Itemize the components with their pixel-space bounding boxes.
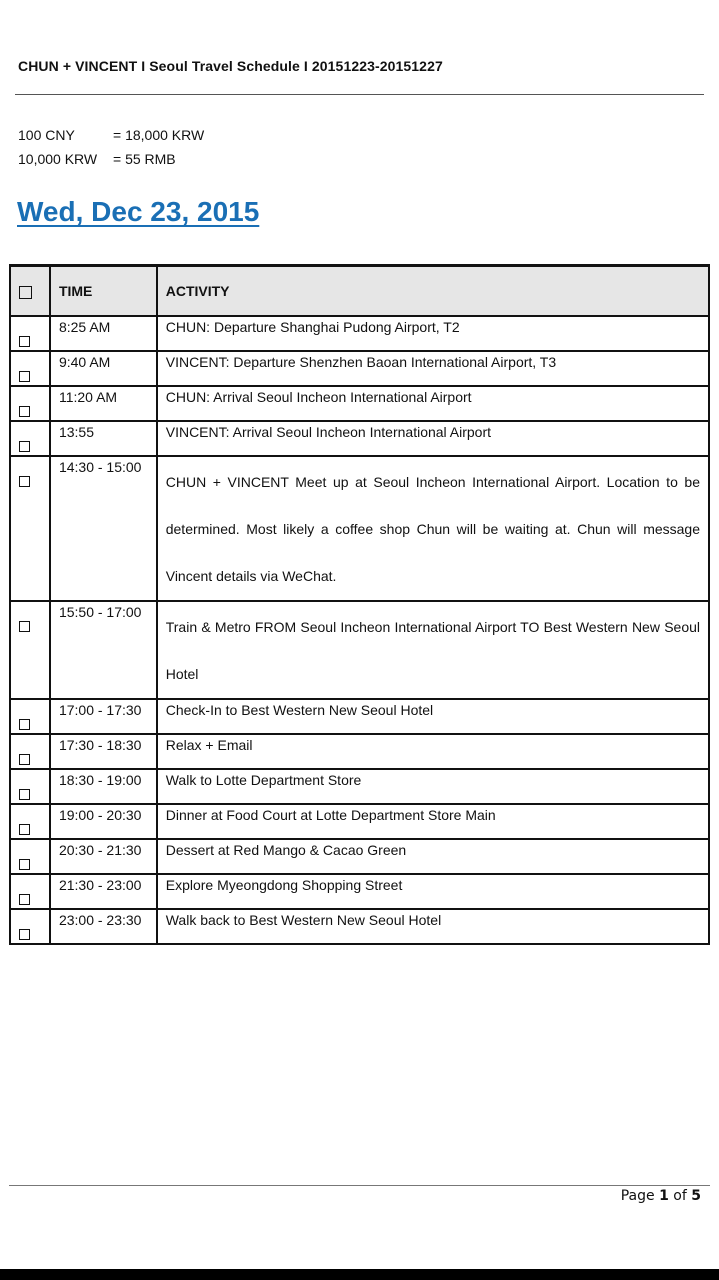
checkbox-cell xyxy=(10,699,50,734)
checkbox-cell xyxy=(10,909,50,944)
table-row xyxy=(10,734,709,769)
checkbox[interactable] xyxy=(19,286,32,299)
exchange-rate-row xyxy=(18,123,204,147)
time-cell: 18:30 - 19:00 xyxy=(50,769,157,804)
checkbox-cell xyxy=(10,601,50,699)
time-cell: 9:40 AM xyxy=(50,351,157,386)
activity-cell: Relax + Email xyxy=(157,734,709,769)
table-row xyxy=(10,769,709,804)
footer-divider xyxy=(9,1185,710,1186)
checkbox[interactable] xyxy=(19,621,30,632)
activity-cell: VINCENT: Departure Shenzhen Baoan International Airport, T3 xyxy=(157,351,709,386)
rate-to: = 55 RMB xyxy=(113,151,176,167)
activity-cell: Explore Myeongdong Shopping Street xyxy=(157,874,709,909)
time-cell: 21:30 - 23:00 xyxy=(50,874,157,909)
checkbox-cell xyxy=(10,804,50,839)
page-number xyxy=(621,1188,701,1204)
schedule-table xyxy=(9,264,710,945)
activity-cell: Dinner at Food Court at Lotte Department Store Main xyxy=(157,804,709,839)
page-current: 1 xyxy=(659,1188,669,1204)
time-cell: 8:25 AM xyxy=(50,316,157,351)
activity-column-header: ACTIVITY xyxy=(157,266,709,317)
table-row xyxy=(10,699,709,734)
table-row xyxy=(10,316,709,351)
checkbox[interactable] xyxy=(19,336,30,347)
checkbox-cell xyxy=(10,386,50,421)
page-word: Page xyxy=(620,1188,655,1204)
table-row xyxy=(10,839,709,874)
table-row xyxy=(10,456,709,601)
checkbox[interactable] xyxy=(19,719,30,730)
time-cell: 23:00 - 23:30 xyxy=(50,909,157,944)
page-of: of xyxy=(673,1188,687,1204)
checkbox[interactable] xyxy=(19,894,30,905)
exchange-rates xyxy=(18,123,204,171)
activity-cell: Dessert at Red Mango & Cacao Green xyxy=(157,839,709,874)
time-cell: 15:50 - 17:00 xyxy=(50,601,157,699)
time-cell: 14:30 - 15:00 xyxy=(50,456,157,601)
checkbox[interactable] xyxy=(19,789,30,800)
time-cell: 13:55 xyxy=(50,421,157,456)
checkbox-cell xyxy=(10,839,50,874)
checkbox-cell xyxy=(10,769,50,804)
activity-cell: VINCENT: Arrival Seoul Incheon International Airport xyxy=(157,421,709,456)
time-cell: 11:20 AM xyxy=(50,386,157,421)
activity-cell: Walk to Lotte Department Store xyxy=(157,769,709,804)
activity-cell: Check-In to Best Western New Seoul Hotel xyxy=(157,699,709,734)
checkbox-cell xyxy=(10,316,50,351)
table-row xyxy=(10,874,709,909)
checkbox[interactable] xyxy=(19,754,30,765)
checkbox-cell xyxy=(10,351,50,386)
activity-cell: Walk back to Best Western New Seoul Hotel xyxy=(157,909,709,944)
checkbox-cell xyxy=(10,734,50,769)
rate-from: 100 CNY xyxy=(18,127,75,143)
activity-cell: CHUN: Arrival Seoul Incheon International Airport xyxy=(157,386,709,421)
table-row xyxy=(10,601,709,699)
time-cell: 17:30 - 18:30 xyxy=(50,734,157,769)
checkbox[interactable] xyxy=(19,824,30,835)
checkbox[interactable] xyxy=(19,476,30,487)
table-header-row xyxy=(10,266,709,317)
checkbox-cell xyxy=(10,874,50,909)
time-column-header: TIME xyxy=(50,266,157,317)
day-heading: Wed, Dec 23, 2015 xyxy=(17,196,260,227)
checkbox[interactable] xyxy=(19,371,30,382)
rate-to: = 18,000 KRW xyxy=(113,127,205,143)
checkbox-cell xyxy=(10,456,50,601)
activity-cell: CHUN: Departure Shanghai Pudong Airport, T2 xyxy=(157,316,709,351)
checkbox[interactable] xyxy=(19,929,30,940)
time-cell: 20:30 - 21:30 xyxy=(50,839,157,874)
exchange-rate-row xyxy=(18,147,204,171)
bottom-bar xyxy=(0,1269,719,1280)
table-row xyxy=(10,804,709,839)
page-total: 5 xyxy=(691,1188,701,1204)
header-divider xyxy=(15,94,704,95)
table-row xyxy=(10,909,709,944)
activity-cell: CHUN + VINCENT Meet up at Seoul Incheon International Airport. Location to be determined. Most likely a coffee shop Chun will be waiting at. Chun will message Vincent details via WeChat. xyxy=(157,456,709,601)
header-checkbox-cell xyxy=(10,266,50,317)
table-row xyxy=(10,421,709,456)
rate-from: 10,000 KRW xyxy=(18,151,98,167)
table-row xyxy=(10,386,709,421)
time-cell: 17:00 - 17:30 xyxy=(50,699,157,734)
checkbox-cell xyxy=(10,421,50,456)
document-title: CHUN + VINCENT I Seoul Travel Schedule I 20151223-20151227 xyxy=(18,58,443,74)
time-cell: 19:00 - 20:30 xyxy=(50,804,157,839)
table-row xyxy=(10,351,709,386)
activity-cell: Train & Metro FROM Seoul Incheon International Airport TO Best Western New Seoul Hotel xyxy=(157,601,709,699)
checkbox[interactable] xyxy=(19,441,30,452)
checkbox[interactable] xyxy=(19,406,30,417)
checkbox[interactable] xyxy=(19,859,30,870)
